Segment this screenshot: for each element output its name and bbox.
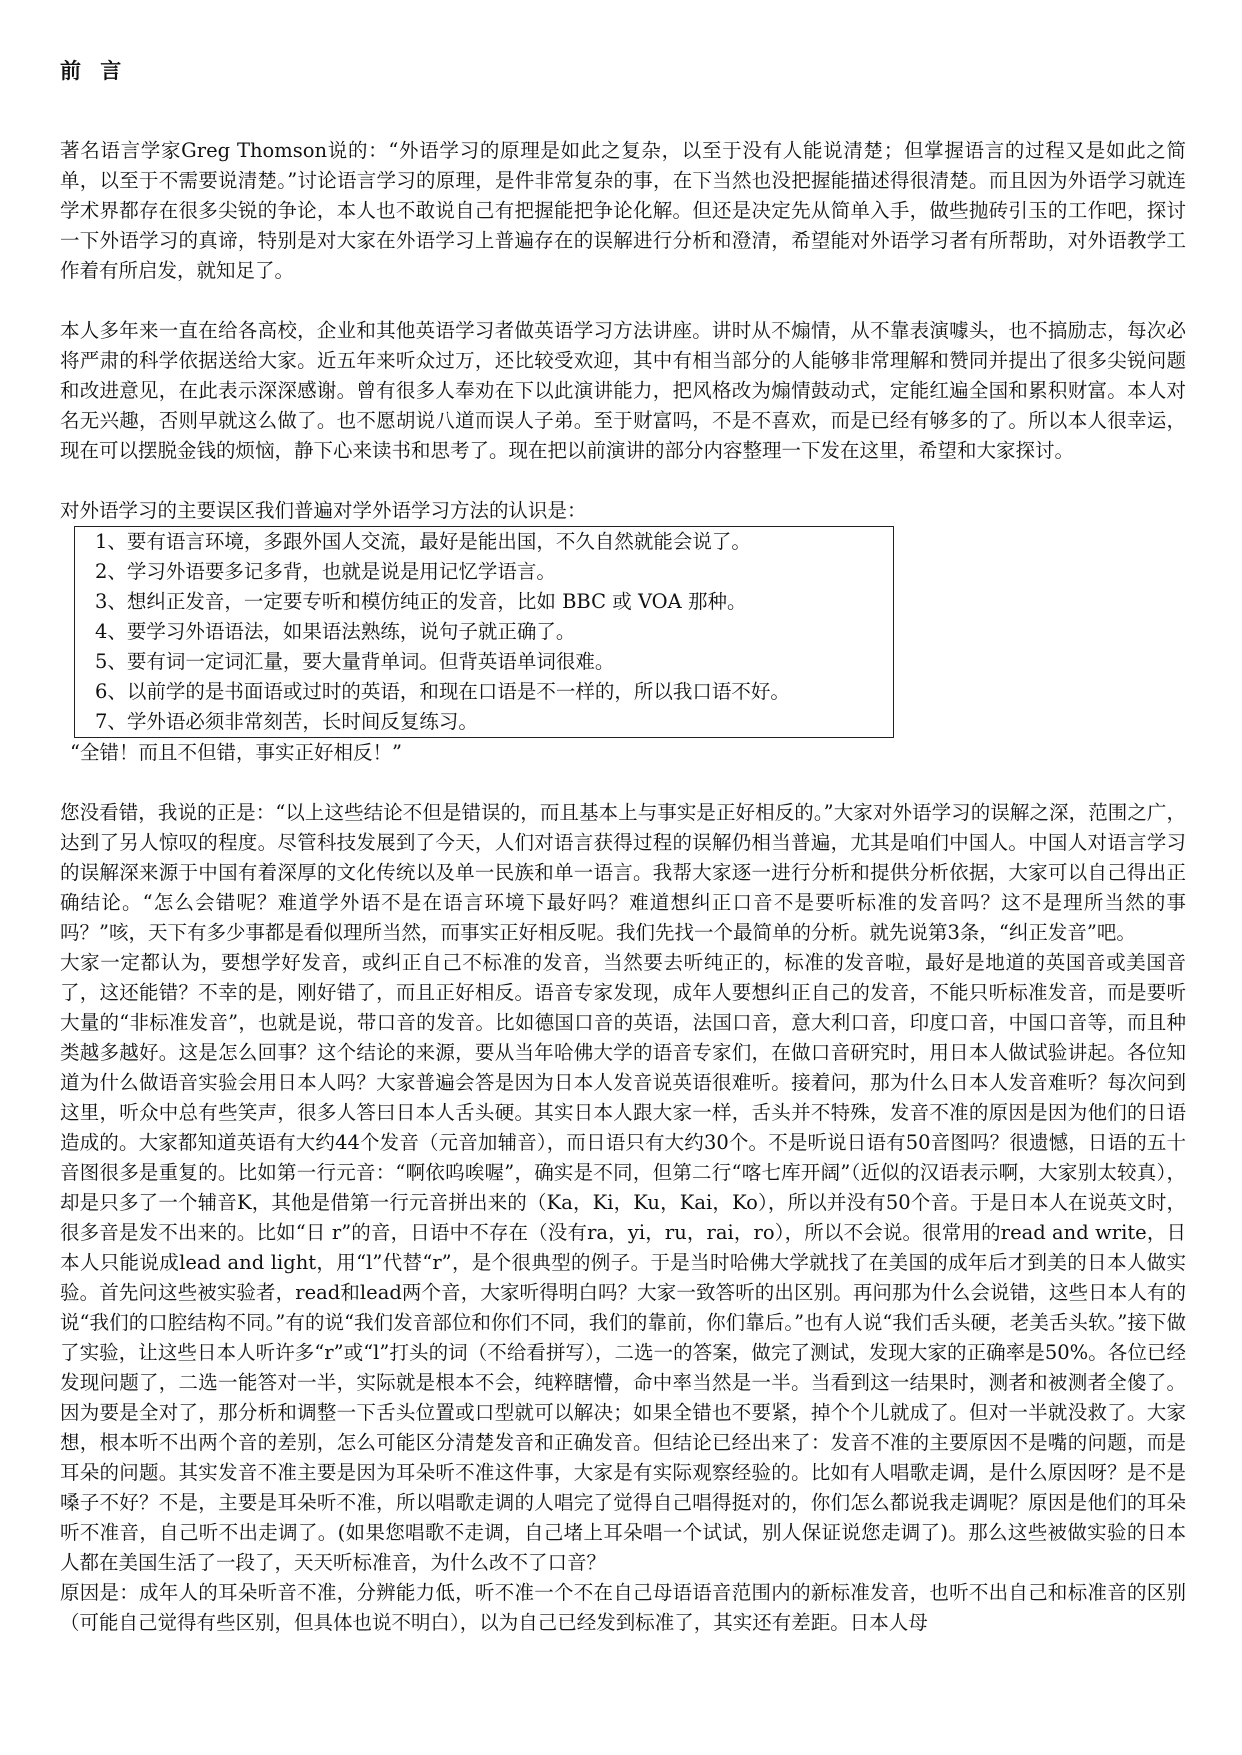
page-title: 前 言 <box>60 58 128 83</box>
misconception-item-6: 6、以前学的是书面语或过时的英语，和现在口语是不一样的，所以我口语不好。 <box>95 680 790 703</box>
misconception-item-3: 3、想纠正发音，一定要专听和模仿纯正的发音，比如 BBC 或 VOA 那种。 <box>95 590 747 613</box>
misconception-item-5: 5、要有词一定词汇量，要大量背单词。但背英语单词很难。 <box>95 650 615 673</box>
paragraph-gap <box>60 466 1186 496</box>
intro-paragraph-1: 著名语言学家Greg Thomson说的：“外语学习的原理是如此之复杂，以至于没有人能说清楚；但掌握语言的过程又是如此之简单，以至于不需要说清楚。”讨论语言学习的原理，是件非常复杂的事，在下当然也没把握能描述得很清楚。而且因为外语学习就连学术界都存在很多尖锐的争论，本人也不敢说自己有把握能把争论化解。但还是决定先从简单入手，做些抛砖引玉的工作吧，探讨一下外语学习的真谛，特别是对大家在外语学习上普遍存在的误解进行分析和澄清，希望能对外语学习者有所帮助，对外语教学工作着有所启发，就知足了。 <box>60 139 1186 282</box>
body-paragraph-2: 大家一定都认为，要想学好发音，或纠正自己不标准的发音，当然要去听纯正的，标准的发音啦，最好是地道的英国音或美国音了，这还能错？不幸的是，刚好错了，而且正好相反。语音专家发现，成年人要想纠正自己的发音，不能只听标准发音，而是要听大量的“非标准发音”，也就是说，带口音的发音。比如德国口音的英语，法国口音，意大利口音，印度口音，中国口音等，而且种类越多越好。这是怎么回事？这个结论的来源，要从当年哈佛大学的语音专家们，在做口音研究时，用日本人做试验讲起。各位知道为什么做语音实验会用日本人吗？大家普遍会答是因为日本人发音说英语很难听。接着问，那为什么日本人发音难听？每次问到这里，听众中总有些笑声，很多人答曰日本人舌头硬。其实日本人跟大家一样，舌头并不特殊，发音不准的原因是因为他们的日语造成的。大家都知道英语有大约44个发音（元音加辅音），而日语只有大约30个。不是听说日语有50音图吗？很遗憾，日语的五十音图很多是重复的。比如第一行元音：“啊依呜唉喔”，确实是不同，但第二行“喀七库开阔”（近似的汉语表示啊，大家别太较真），却是只多了一个辅音K，其他是借第一行元音拼出来的（Ka，Ki，Ku，Kai，Ko），所以并没有50个音。于是日本人在说英文时，很多音是发不出来的。比如“日 r”的音，日语中不存在（没有ra，yi，ru，rai，ro），所以不会说。很常用的read and write，日本人只能说成lead and light，用“l”代替“r”，是个很典型的例子。于是当时哈佛大学就找了在美国的成年后才到美的日本人做实验。首先问这些被实验者，read和lead两个音，大家听得明白吗？大家一致答听的出区别。再问那为什么会说错，这些日本人有的说“我们的口腔结构不同。”有的说“我们发音部位和你们不同，我们的靠前，你们靠后。”也有人说“我们舌头硬，老美舌头软。”接下做了实验，让这些日本人听许多“r”或“l”打头的词（不给看拼写），二选一的答案，做完了测试，发现大家的正确率是50%。各位已经发现问题了，二选一能答对一半，实际就是根本不会，纯粹瞎懵，命中率当然是一半。当看到这一结果时，测者和被测者全傻了。因为要是全对了，那分析和调整一下舌头位置或口型就可以解决；如果全错也不要紧，掉个个儿就成了。但对一半就没救了。大家想，根本听不出两个音的差别，怎么可能区分清楚发音和正确发音。但结论已经出来了：发音不准的主要原因不是嘴的问题，而是耳朵的问题。其实发音不准主要是因为耳朵听不准这件事，大家是有实际观察经验的。比如有人唱歌走调，是什么原因呀？是不是嗓子不好？不是，主要是耳朵听不准，所以唱歌走调的人唱完了觉得自己唱得挺对的，你们怎么都说我走调呢？原因是他们的耳朵听不准音，自己听不出走调了。(如果您唱歌不走调，自己堵上耳朵唱一个试试，别人保证说您走调了)。那么这些被做实验的日本人都在美国生活了一段了，天天听标准音，为什么改不了口音？ <box>60 951 1186 1574</box>
body-paragraph-1: 您没看错，我说的正是：“以上这些结论不但是错误的，而且基本上与事实是正好相反的。”大家对外语学习的误解之深，范围之广，达到了另人惊叹的程度。尽管科技发展到了今天，人们对语言获得过程的误解仍相当普遍，尤其是咱们中国人。中国人对语言学习的误解深来源于中国有着深厚的文化传统以及单一民族和单一语言。我帮大家逐一进行分析和提供分析依据，大家可以自己得出正确结论。“怎么会错呢？难道学外语不是在语言环境下最好吗？难道想纠正口音不是要听标准的发音吗？这不是理所当然的事吗？”咳，天下有多少事都是看似理所当然，而事实正好相反呢。我们先找一个最简单的分析。就先说第3条，“纠正发音”吧。 <box>60 801 1186 944</box>
paragraph-gap <box>60 286 1186 316</box>
misconceptions-intro: 对外语学习的主要误区我们普遍对学外语学习方法的认识是： <box>60 499 587 522</box>
misconceptions-box <box>74 526 894 738</box>
misconception-item-2: 2、学习外语要多记多背，也就是说是用记忆学语言。 <box>95 560 556 583</box>
verdict-quote: “全错！而且不但错，事实正好相反！” <box>70 741 402 764</box>
misconception-item-7: 7、学外语必须非常刻苦，长时间反复练习。 <box>95 710 478 733</box>
paragraph-gap <box>60 768 1186 798</box>
body-paragraph-3: 原因是：成年人的耳朵听音不准，分辨能力低，听不准一个不在自己母语语音范围内的新标准发音，也听不出自己和标准音的区别（可能自己觉得有些区别，但具体也说不明白），以为自己已经发到标准了，其实还有差距。日本人母 <box>60 1581 1186 1634</box>
document-page <box>60 56 1186 1638</box>
intro-paragraph-2: 本人多年来一直在给各高校，企业和其他英语学习者做英语学习方法讲座。讲时从不煽情，从不靠表演噱头，也不搞励志，每次必将严肃的科学依据送给大家。近五年来听众过万，还比较受欢迎，其中有相当部分的人能够非常理解和赞同并提出了很多尖锐问题和改进意见，在此表示深深感谢。曾有很多人奉劝在下以此演讲能力，把风格改为煽情鼓动式，定能红遍全国和累积财富。本人对名无兴趣，否则早就这么做了。也不愿胡说八道而误人子弟。至于财富吗，不是不喜欢，而是已经有够多的了。所以本人很幸运，现在可以摆脱金钱的烦恼，静下心来读书和思考了。现在把以前演讲的部分内容整理一下发在这里，希望和大家探讨。 <box>60 319 1186 462</box>
misconception-item-4: 4、要学习外语语法，如果语法熟练，说句子就正确了。 <box>95 620 576 643</box>
misconception-item-1: 1、要有语言环境，多跟外国人交流，最好是能出国，不久自然就能会说了。 <box>95 530 751 553</box>
